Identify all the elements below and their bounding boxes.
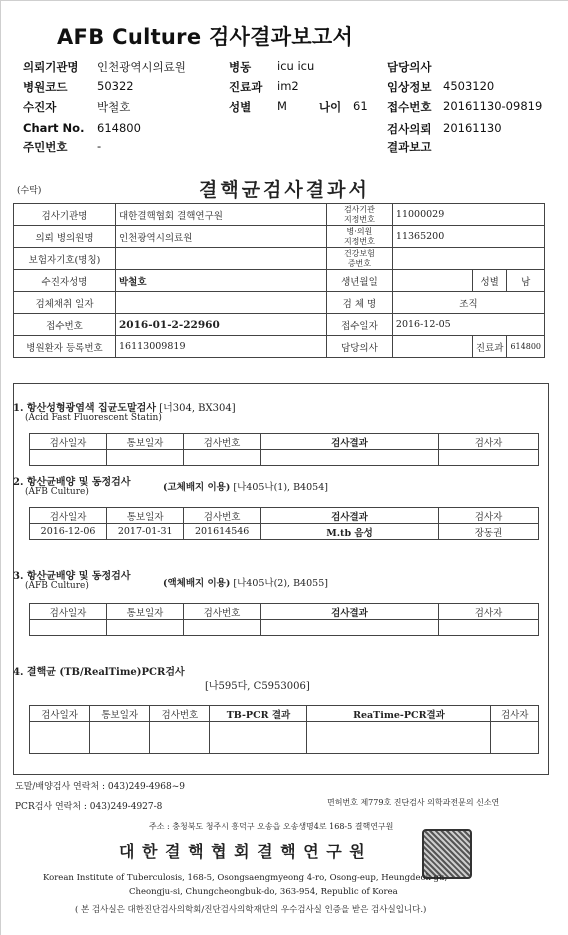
result-table-2 <box>29 507 539 540</box>
info-label: 검체채취 일자 <box>14 292 116 314</box>
col-header: 통보일자 <box>90 706 150 722</box>
header-value: 20161130 <box>443 121 502 135</box>
cell: 201614546 <box>184 524 261 540</box>
header-label: 나이 <box>319 100 342 114</box>
header-value: im2 <box>277 79 299 93</box>
section-title: 3. 항산균배양 및 동정검사 <box>13 571 131 582</box>
col-header: TB-PCR 결과 <box>210 706 307 722</box>
contact-culture: 도말/배양검사 연락처 : 043)249-4968~9 <box>15 782 185 792</box>
info-value: 11000029 <box>392 204 544 226</box>
header-label: 병원코드 <box>23 80 68 94</box>
header-value: M <box>277 99 287 113</box>
info-value <box>116 292 327 314</box>
info-value: 박철호 <box>116 270 327 292</box>
doc-tag: (수탁) <box>17 186 42 196</box>
col-header: 통보일자 <box>107 434 184 450</box>
org-address-en-1: Korean Institute of Tuberculosis, 168-5, Osongsaengmyeong 4-ro, Osong-eup, Heungdeok-gu, <box>43 873 448 883</box>
section-note: (고체배지 이용) [나405나(1), B4054] <box>163 482 328 493</box>
header-value: 20161130-09819 <box>443 99 543 113</box>
info-value: 남 <box>507 270 545 292</box>
info-label: 수진자성명 <box>14 270 116 292</box>
col-header: 검사일자 <box>30 434 107 450</box>
info-value: 11365200 <box>392 226 544 248</box>
col-header: 검사자 <box>439 434 539 450</box>
col-header: 검사일자 <box>30 508 107 524</box>
info-value: 2016-12-05 <box>392 314 544 336</box>
patient-info-table <box>13 203 545 358</box>
info-value <box>392 336 472 358</box>
section-subtitle: (AFB Culture) <box>25 581 89 591</box>
section-title: 1. 항산성형광염색 집균도말검사 [너304, BX304] <box>13 403 236 414</box>
header-label: 수진자 <box>23 100 57 114</box>
header-value: 인천광역시의료원 <box>97 60 186 74</box>
header-label: 진료과 <box>229 80 263 94</box>
scanned-document <box>9 171 568 926</box>
col-header: 검사자 <box>491 706 539 722</box>
info-label: 성별 <box>472 270 507 292</box>
result-table-3 <box>29 603 539 636</box>
doc-title: 결핵균검사결과서 <box>199 179 370 201</box>
header-value: - <box>97 139 102 153</box>
info-label: 보험자기호(명칭) <box>14 248 116 270</box>
cell: 장동권 <box>439 524 539 540</box>
col-header: 검사번호 <box>184 508 261 524</box>
info-value <box>392 270 472 292</box>
cell: 2016-12-06 <box>30 524 107 540</box>
org-address-en-2: Cheongju-si, Chungcheongbuk-do, 363-954, Republic of Korea <box>129 887 398 897</box>
header-label: 성별 <box>229 100 252 114</box>
info-label: 생년월일 <box>326 270 392 292</box>
contact-pcr: PCR검사 연락처 : 043)249-4927-8 <box>15 802 163 812</box>
col-header: 검사일자 <box>30 604 107 620</box>
section-title: 2. 항산균배양 및 동정검사 <box>13 477 131 488</box>
info-value: 16113009819 <box>116 336 327 358</box>
col-header: 검사번호 <box>150 706 210 722</box>
header-value: icu icu <box>277 59 315 73</box>
info-label: 병원환자 등록번호 <box>14 336 116 358</box>
info-label: 접수번호 <box>14 314 116 336</box>
header-label: 병동 <box>229 60 252 74</box>
header-label: 접수번호 <box>387 100 432 114</box>
info-label: 검사기관 지정번호 <box>326 204 392 226</box>
header-value: 50322 <box>97 79 134 93</box>
section-codes: [나595다, C5953006] <box>205 681 310 692</box>
info-label: 접수일자 <box>326 314 392 336</box>
info-value: 614800 <box>507 336 545 358</box>
section-title: 4. 결핵균 (TB/RealTime)PCR검사 <box>13 667 185 678</box>
address-kr: 주소 : 충청북도 청주시 흥덕구 오송읍 오송생명4로 168-5 결핵연구원 <box>149 822 394 831</box>
info-value: 2016-01-2-22960 <box>116 314 327 336</box>
info-value: 대한결핵협회 결핵연구원 <box>116 204 327 226</box>
header-label: Chart No. <box>23 121 85 135</box>
info-label: 의뢰 병의원명 <box>14 226 116 248</box>
result-table-1 <box>29 433 539 466</box>
col-header: 검사결과 <box>261 434 439 450</box>
section-subtitle: (Acid Fast Fluorescent Statin) <box>25 413 162 423</box>
info-value: 인천광역시의료원 <box>116 226 327 248</box>
header-value: 4503120 <box>443 79 495 93</box>
info-value <box>116 248 327 270</box>
header-label: 담당의사 <box>387 60 432 74</box>
col-header: 통보일자 <box>107 604 184 620</box>
page-title: AFB Culture 검사결과보고서 <box>57 25 354 49</box>
col-header: 검사결과 <box>261 604 439 620</box>
header-label: 주민번호 <box>23 140 68 154</box>
cell: M.tb 음성 <box>261 524 439 540</box>
cell: 2017-01-31 <box>107 524 184 540</box>
info-label: 검사기관명 <box>14 204 116 226</box>
header-label: 임상정보 <box>387 80 432 94</box>
col-header: 검사일자 <box>30 706 90 722</box>
header-label: 결과보고 <box>387 140 432 154</box>
table-row <box>30 524 539 540</box>
info-label: 진료과 <box>472 336 507 358</box>
license-line: 면허번호 제779호 진단검사 의학과전문의 신소연 <box>327 798 500 807</box>
result-table-4 <box>29 705 539 754</box>
header-label: 검사의뢰 <box>387 122 432 136</box>
col-header: 검사자 <box>439 508 539 524</box>
info-value <box>392 248 544 270</box>
col-header: 검사결과 <box>261 508 439 524</box>
official-seal-icon <box>422 829 472 879</box>
section-note: (액체배지 이용) [나405나(2), B4055] <box>163 578 328 589</box>
col-header: 검사번호 <box>184 434 261 450</box>
col-header: ReaTime-PCR결과 <box>307 706 491 722</box>
col-header: 검사자 <box>439 604 539 620</box>
info-label: 검 체 명 <box>326 292 392 314</box>
header-value: 61 <box>353 99 368 113</box>
col-header: 검사번호 <box>184 604 261 620</box>
header-value: 614800 <box>97 121 141 135</box>
header-label: 의뢰기관명 <box>23 60 79 74</box>
section-subtitle: (AFB Culture) <box>25 487 89 497</box>
org-name-kr: 대 한 결 핵 협 회 결 핵 연 구 원 <box>119 842 366 861</box>
info-label: 건강보험 증번호 <box>326 248 392 270</box>
certification-note: ( 본 검사실은 대한진단검사의학회/진단검사의학재단의 우수검사실 인증을 받은 검사실입니다.) <box>75 905 427 915</box>
info-value: 조직 <box>392 292 544 314</box>
info-label: 병·의원 지정번호 <box>326 226 392 248</box>
header-value: 박철호 <box>97 100 131 114</box>
info-label: 담당의사 <box>326 336 392 358</box>
col-header: 통보일자 <box>107 508 184 524</box>
